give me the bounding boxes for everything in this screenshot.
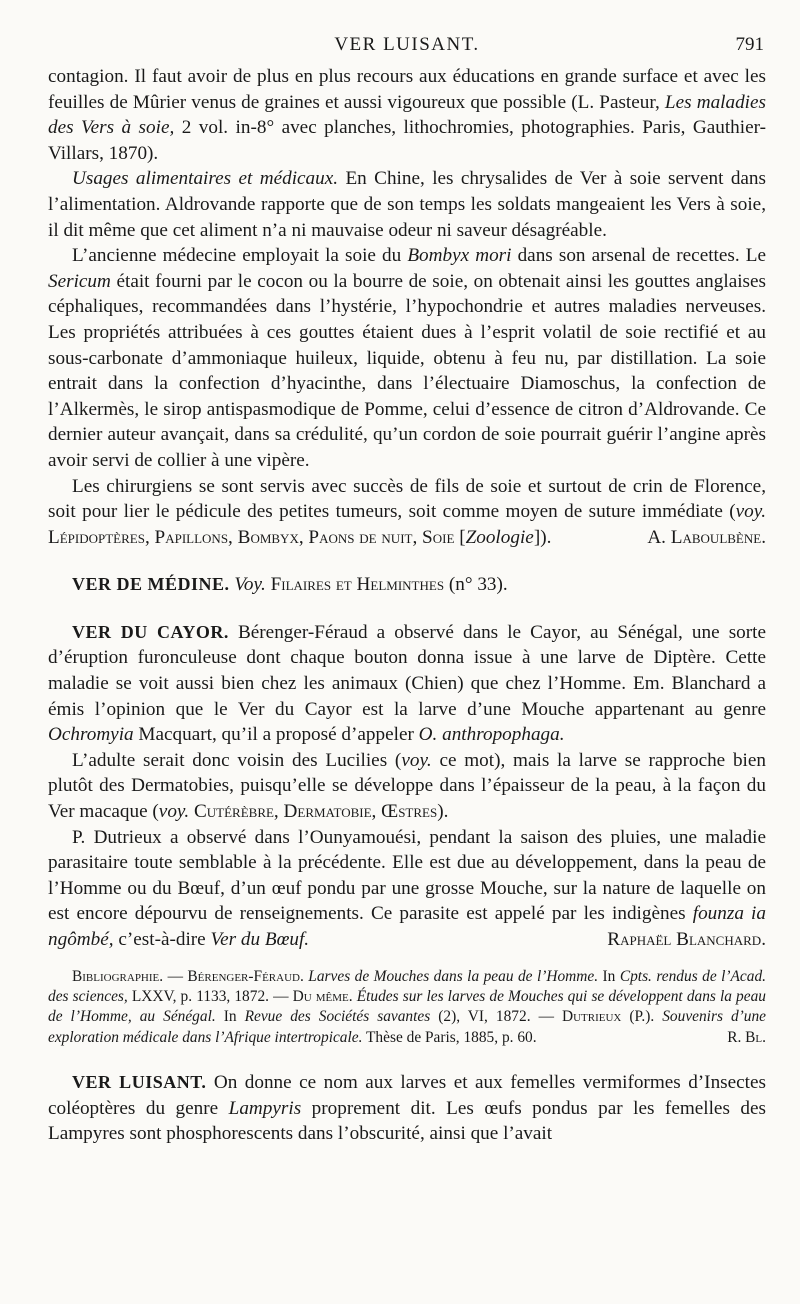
headword: VER LUISANT.: [72, 1072, 207, 1093]
bibliography: Bibliographie. — Bérenger-Féraud. Larves de Mouches dans la peau de l’Homme. In Cpts. rendus de l’Acad. des sciences, LXXV, p. 1133, 1872. — Du même. Études sur les larves de Mouches qui se développent dans la peau de l’Homme, au Sénégal. In Revue des Sociétés savantes (2), VI, 1872. — Dutrieux (P.). Souvenirs d’une exploration médicale dans l’Afrique intertropicale. Thèse de Paris, 1885, p. 60. R. Bl.: [48, 967, 766, 1049]
author-signature: A. Laboulbène.: [647, 526, 766, 548]
entry-ver-du-cayor: VER DU CAYOR. Bérenger-Féraud a observé dans le Cayor, au Sénégal, une sorte d’éruption furonculeuse dont chaque bouton donna issue à une larve de Diptère. Cette maladie se voit aussi bien chez les animaux (Chien) que chez l’Homme. Em. Blanchard a émis l’opinion que le Ver du Cayor est la larve d’une Mouche appartenant au genre Ochromyia Macquart, qu’il a proposé d’appeler O. anthropophaga.: [48, 621, 766, 746]
paragraph-ancienne-medecine: L’ancienne médecine employait la soie du Bombyx mori dans son arsenal de recettes. Le Sericum était fourni par le cocon ou la bourre de soie, on obtenait ainsi les gouttes anglaises céphaliques, recommandées dans l’hystérie, l’hypochondrie et autres maladies nerveuses. Les propriétés attribuées à ces gouttes étaient dues à l’esprit volatil de soie rectifié et au sous-carbonate d’ammoniaque huileux, liquide, obtenu à feu nu, par distillation. La soie entrait dans la confection d’hyacinthe, dans l’électuaire Diamoschus, la confection de l’Alkermès, le sirop antispasmodique de Pomme, celui d’essence de citron d’Aldrovande. Ce dernier auteur avançait, dans sa crédulité, qu’un cordon de soie pourrait guérir l’angine après avoir servi de collier à une vipère.: [48, 245, 766, 471]
paragraph-usages: Usages alimentaires et médicaux. En Chine, les chrysalides de Ver à soie servent dans l’alimentation. Aldrovande rapporte que de son temps les soldats mangeaient les Vers à soie, il dit même que cet aliment n’a ni mauvaise odeur ni saveur désagréable.: [48, 168, 766, 241]
headword: VER DE MÉDINE.: [72, 574, 230, 595]
paragraph-contagion: contagion. Il faut avoir de plus en plus recours aux éducations en grande surface et avec les feuilles de Mûrier venus de graines et aussi vigoureux que possible (L. Pasteur, Les maladies des Vers à soie, 2 vol. in-8° avec planches, lithochromies, photographies. Paris, Gauthier-Villars, 1870).: [48, 66, 767, 164]
running-header: [48, 30, 766, 64]
paragraph-lucilies: L’adulte serait donc voisin des Lucilies (voy. ce mot), mais la larve se rapproche bien plutôt des Dermatobies, puisqu’elle se développe dans l’épaisseur de la peau, à la façon du Ver macaque (voy. Cutérèbre, Dermatobie, Œstres).: [48, 749, 766, 823]
entry-ver-luisant: VER LUISANT. On donne ce nom aux larves et aux femelles vermiformes d’Insectes coléoptères du genre Lampyris proprement dit. Les œufs pondus par les femelles des Lampyres sont phosphorescents dans l’obscurité, ainsi que l’avait: [48, 1072, 766, 1145]
author-signature: Raphaël Blanchard.: [607, 929, 766, 950]
headword: VER DU CAYOR.: [72, 621, 229, 642]
paragraph-dutrieux: P. Dutrieux a observé dans l’Ounyamouési, pendant la saison des pluies, une maladie parasitaire toute semblable à la précédente. Elle est due au développement, dans la peau de l’Homme ou du Bœuf, d’un œuf pondu par une grosse Mouche, sur la nature de laquelle on est encore dépourvu de renseignements. Ce parasite est appelé par les indigènes founza ia ngômbé, c’est-à-dire Ver du Bœuf. Raphaël Blanchard.: [48, 825, 766, 953]
biblio-signature: R. Bl.: [727, 1028, 766, 1046]
page-number: 791: [735, 34, 764, 55]
entry-ver-de-medine: VER DE MÉDINE. Voy. Filaires et Helminthes (n° 33).: [72, 574, 508, 596]
paragraph-chirurgiens: Les chirurgiens se sont servis avec succès de fils de soie et surtout de crin de Florence, soit pour lier le pédicule des petites tumeurs, soit comme moyen de suture immédiate (voy. Lépidoptères, Papillons, Bombyx, Paons de nuit, Soie [Zoologie]). A. Laboulbène.: [48, 474, 766, 551]
running-title: VER LUISANT.: [334, 34, 480, 55]
